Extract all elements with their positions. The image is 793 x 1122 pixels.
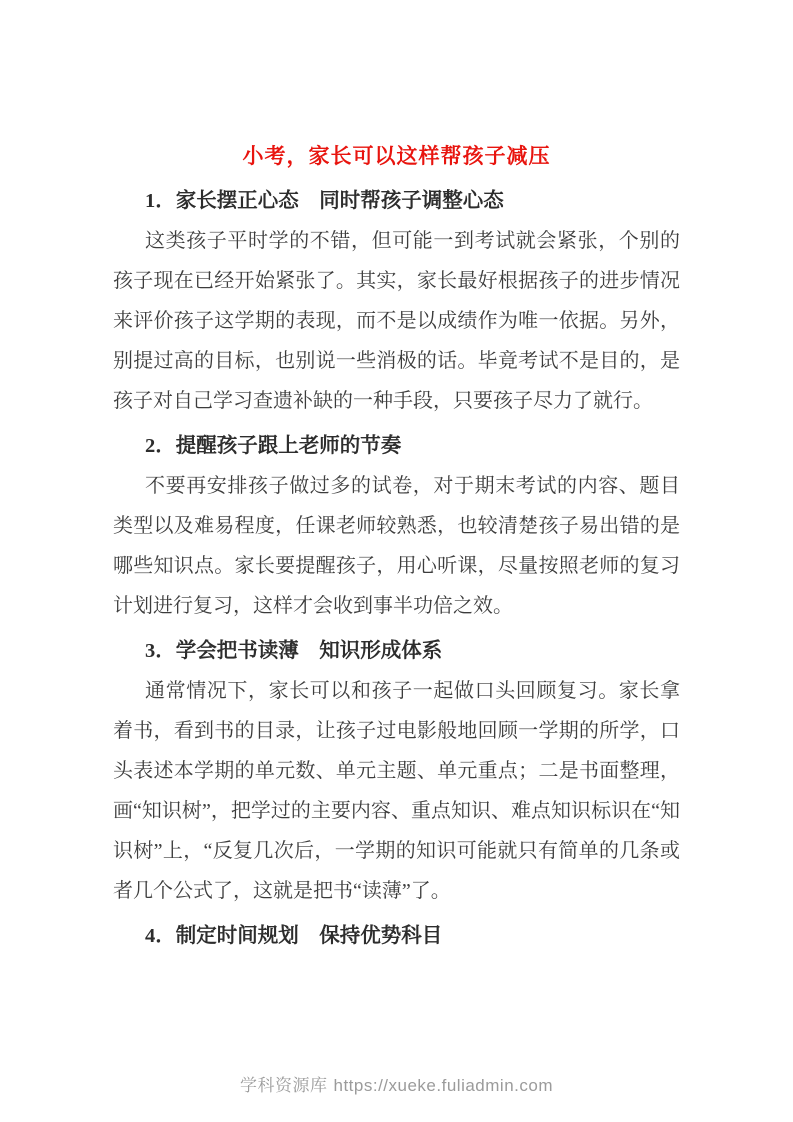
section-heading: 4．制定时间规划 保持优势科目	[145, 925, 443, 947]
section-paragraph: 这类孩子平时学的不错，但可能一到考试就会紧张，个别的孩子现在已经开始紧张了。其实，家长最好根据孩子的进步情况来评价孩子这学期的表现，而不是以成绩作为唯一依据。另外，别提过高的目标，也别说一些消极的话。毕竟考试不是目的，是孩子对自己学习查遗补缺的一种手段，只要孩子尽力了就行。	[113, 230, 680, 412]
document-title: 小考，家长可以这样帮孩子减压	[242, 144, 551, 168]
section-heading: 2．提醒孩子跟上老师的节奏	[145, 435, 402, 457]
footer-url: https://xueke.fuliadmin.com	[333, 1076, 553, 1095]
document-section	[113, 631, 680, 911]
section-paragraph: 通常情况下，家长可以和孩子一起做口头回顾复习。家长拿着书，看到书的目录，让孩子过电影般地回顾一学期的所学，口头表述本学期的单元数、单元主题、单元重点；二是书面整理，画“知识树”，把学过的主要内容、重点知识、难点知识标识在“知识树”上，“反复几次后，一学期的知识可能就只有简单的几条或者几个公式了，这就是把书“读薄”了。	[113, 680, 680, 902]
page-footer	[0, 1071, 793, 1096]
document-section	[113, 181, 680, 421]
document-section	[113, 916, 680, 956]
section-paragraph: 不要再安排孩子做过多的试卷，对于期末考试的内容、题目类型以及难易程度，任课老师较熟悉，也较清楚孩子易出错的是哪些知识点。家长要提醒孩子，用心听课，尽量按照老师的复习计划进行复习，这样才会收到事半功倍之效。	[113, 475, 680, 617]
section-heading: 3．学会把书读薄 知识形成体系	[145, 640, 443, 662]
section-heading: 1．家长摆正心态 同时帮孩子调整心态	[145, 190, 504, 212]
document-body	[113, 181, 680, 956]
document-section	[113, 426, 680, 626]
footer-site-name: 学科资源库	[240, 1076, 328, 1095]
